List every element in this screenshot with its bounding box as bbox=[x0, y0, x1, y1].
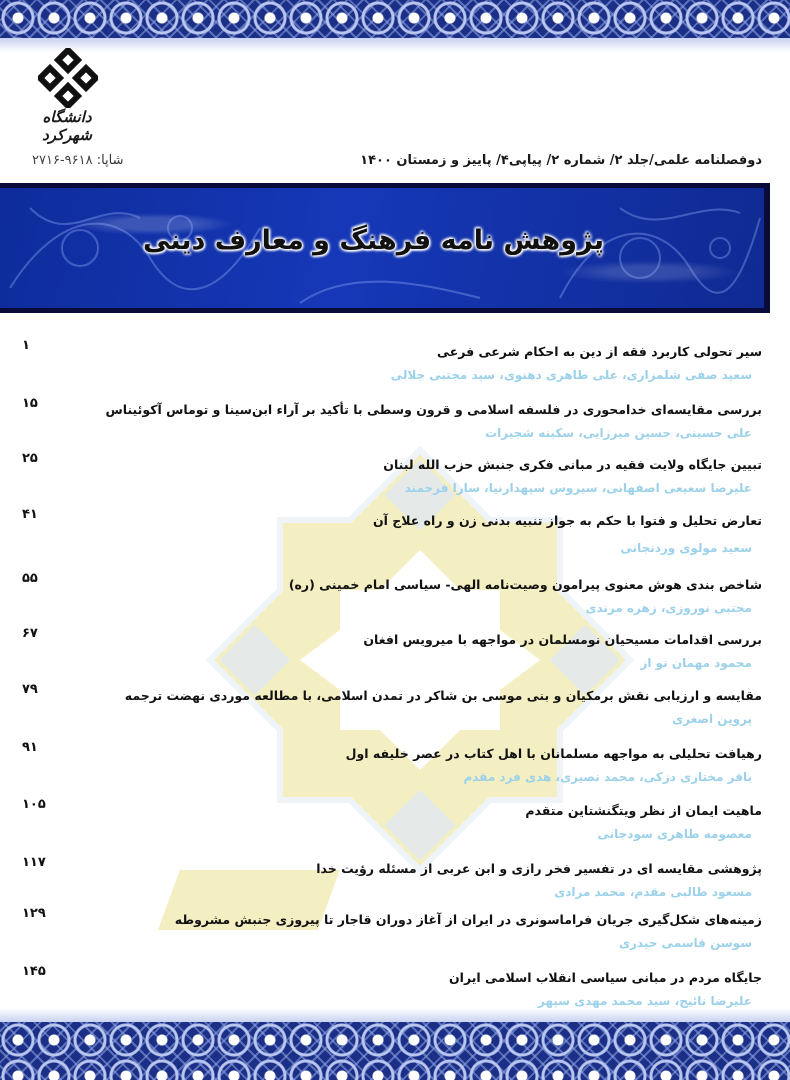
article-title: شاخص بندی هوش معنوی پیرامون وصیت‌نامه الهی- سیاسی امام خمینی (ره) bbox=[288, 577, 762, 592]
page-number: ۱۴۵ bbox=[22, 964, 46, 979]
article-authors: مجتبی نوروزی، زهره مرندی bbox=[585, 601, 752, 615]
article-title: بررسی اقدامات مسیحیان نومسلمان در مواجهه با میرویس افغان bbox=[363, 632, 762, 647]
article-title: جایگاه مردم در مبانی سیاسی انقلاب اسلامی ایران bbox=[449, 970, 762, 985]
article-title: ماهیت ایمان از نظر ویتگنشتاین متقدم bbox=[525, 803, 762, 818]
article-authors: مسعود طالبی مقدم، محمد مرادی bbox=[554, 885, 752, 899]
page-number: ۱۰۵ bbox=[22, 797, 46, 812]
article-title: بررسی مقایسه‌ای خدامحوری در فلسفه اسلامی و قرون وسطی با تأکید بر آراء ابن‌سینا و توماس آکوئیناس bbox=[105, 402, 762, 417]
logo-text: دانشگاه شهرکرد bbox=[42, 108, 92, 144]
page-number: ۱۵ bbox=[22, 396, 38, 411]
article-title: مقایسه و ارزیابی نقش برمکیان و بنی موسی بن شاکر در تمدن اسلامی، با مطالعه موردی نهضت ترجمه bbox=[124, 688, 762, 703]
page-number: ۴۱ bbox=[22, 507, 38, 522]
issn-label: شاپا: bbox=[96, 153, 124, 168]
journal-title: پژوهش نامه فرهنگ و معارف دینی bbox=[143, 225, 604, 256]
page-number: ۷۹ bbox=[22, 682, 38, 697]
article-authors: پروین اصغری bbox=[672, 712, 752, 726]
article-authors: باقر مختاری دزکی، محمد نصیری، هدی فرد مقدم bbox=[463, 770, 752, 784]
article-title: زمینه‌های شکل‌گیری جریان فراماسونری در ایران از آغاز دوران قاجار تا پیروزی جنبش مشروطه bbox=[174, 912, 762, 927]
article-authors: علیرضا سعیعی اصفهانی، سیروس سپهدارنیا، سارا فرحمند bbox=[404, 481, 752, 495]
article-authors: سعید مولوی وردنجانی bbox=[620, 541, 752, 555]
article-title: تعارض تحلیل و فتوا با حکم به جواز تنبیه بدنی زن و راه علاج آن bbox=[372, 513, 762, 528]
page-number: ۱ bbox=[22, 338, 30, 353]
article-authors: سعید صفی شلمزاری، علی طاهری دهنوی، سید مجتبی جلالی bbox=[390, 368, 752, 382]
article-authors: معصومه طاهری سودجانی bbox=[597, 827, 752, 841]
issn-value: ۹۶۱۸-۲۷۱۶ bbox=[32, 153, 93, 168]
page-number: ۵۵ bbox=[22, 571, 38, 586]
journal-info: دوفصلنامه علمی/جلد ۲/ شماره ۲/ پیاپی۴/ پاییز و زمستان ۱۴۰۰ bbox=[360, 153, 762, 168]
article-title: رهیافت تحلیلی به مواجهه مسلمانان با اهل کتاب در عصر خلیفه اول bbox=[345, 746, 762, 761]
article-authors: محمود مهمان نو از bbox=[640, 656, 752, 670]
article-title: پژوهشی مقایسه ای در تفسیر فخر رازی و ابن عربی از مسئله رؤیت خدا bbox=[316, 861, 762, 876]
article-title: تبیین جایگاه ولایت فقیه در مبانی فکری جنبش حزب الله لبنان bbox=[383, 457, 762, 472]
page-number: ۲۵ bbox=[22, 451, 38, 466]
article-authors: سوسن قاسمی حیدری bbox=[618, 936, 752, 950]
article-authors: علیرضا نائیج، سید محمد مهدی سپهر bbox=[537, 994, 752, 1008]
page-number: ۶۷ bbox=[22, 626, 38, 641]
article-authors: علی حسینی، حسین میرزایی، سکینه شجیرات bbox=[485, 426, 752, 440]
page-number: ۹۱ bbox=[22, 740, 38, 755]
page-number: ۱۲۹ bbox=[22, 906, 46, 921]
page-number: ۱۱۷ bbox=[22, 855, 46, 870]
article-title: سیر تحولی کاربرد فقه از دین به احکام شرعی فرعی bbox=[437, 344, 762, 359]
